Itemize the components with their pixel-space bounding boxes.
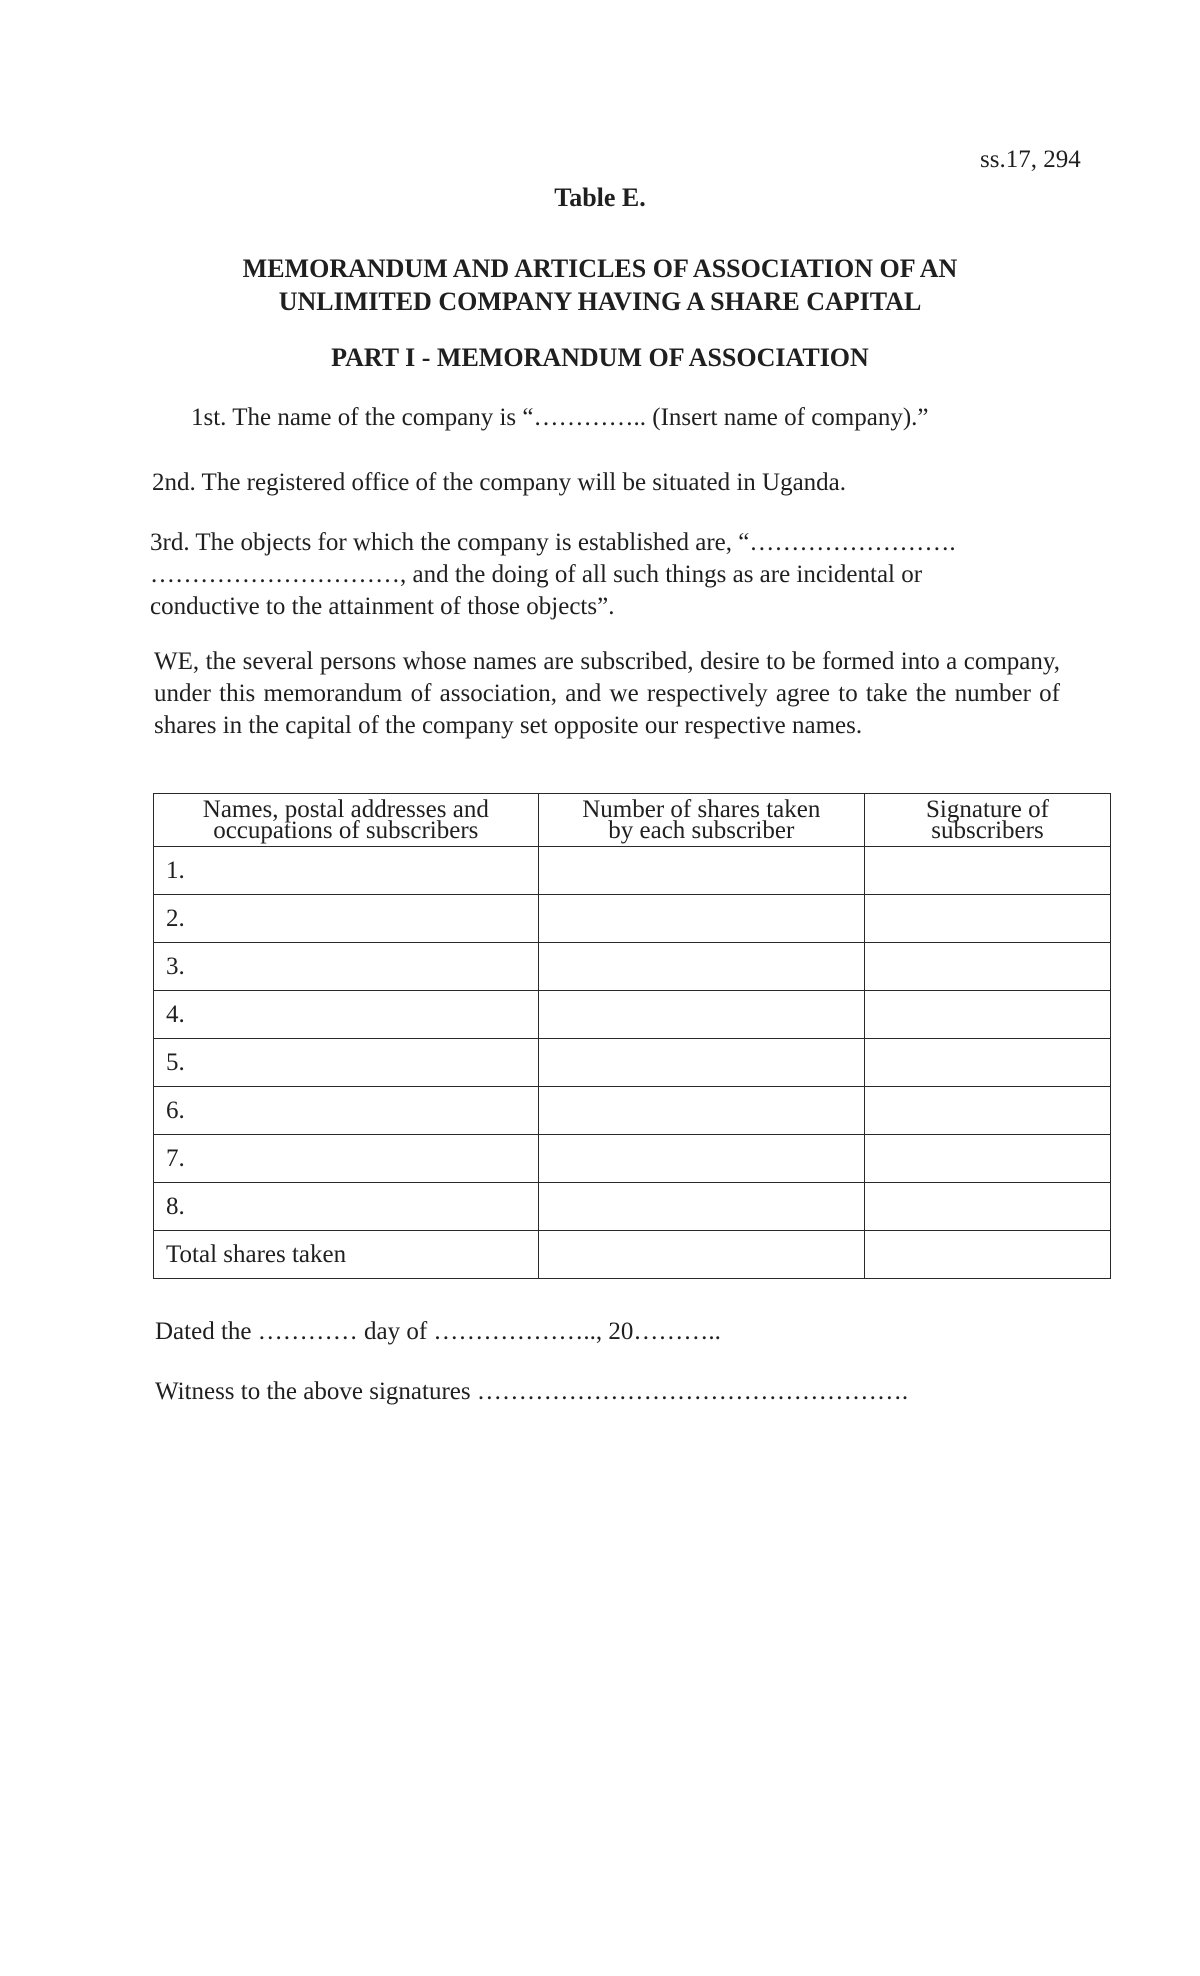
signature-cell bbox=[864, 1183, 1110, 1231]
subscriber-declaration: WE, the several persons whose names are subscribed, desire to be formed into a company, under this memorandum of association, and we respectively agree to take the number of shares in the capital of the company set opposite our respective names. bbox=[154, 648, 1060, 739]
row-number: 5. bbox=[154, 1039, 539, 1087]
table-row bbox=[154, 1039, 1111, 1087]
total-signature-cell bbox=[864, 1231, 1110, 1279]
row-number: 2. bbox=[154, 895, 539, 943]
header-signature-line-2: subscribers bbox=[931, 817, 1044, 844]
total-row bbox=[154, 1231, 1111, 1279]
title-line-1: MEMORANDUM AND ARTICLES OF ASSOCIATION OF AN bbox=[242, 254, 958, 283]
row-number: 7. bbox=[154, 1135, 539, 1183]
dated-line: Dated the ………… day of ……………….., 20……….. bbox=[155, 1318, 721, 1345]
document-title bbox=[0, 252, 1200, 318]
row-number: 3. bbox=[154, 943, 539, 991]
table-row bbox=[154, 847, 1111, 895]
header-names-line-2: occupations of subscribers bbox=[213, 817, 479, 844]
table-row bbox=[154, 991, 1111, 1039]
row-number: 8. bbox=[154, 1183, 539, 1231]
row-number: 1. bbox=[154, 847, 539, 895]
table-row bbox=[154, 1135, 1111, 1183]
section-reference: ss.17, 294 bbox=[980, 146, 1081, 173]
clause-name: 1st. The name of the company is “………….. (Insert name of company).” bbox=[191, 404, 929, 431]
subscribers-table bbox=[153, 793, 1111, 1279]
shares-cell bbox=[538, 1183, 864, 1231]
row-number: 6. bbox=[154, 1087, 539, 1135]
signature-cell bbox=[864, 991, 1110, 1039]
title-line-2: UNLIMITED COMPANY HAVING A SHARE CAPITAL bbox=[278, 287, 922, 316]
signature-cell bbox=[864, 895, 1110, 943]
signature-cell bbox=[864, 847, 1110, 895]
clause-objects-line-1: 3rd. The objects for which the company is established are, “……………………. bbox=[150, 529, 956, 556]
table-header-row bbox=[154, 794, 1111, 847]
signature-cell bbox=[864, 943, 1110, 991]
table-row bbox=[154, 943, 1111, 991]
shares-cell bbox=[538, 1039, 864, 1087]
shares-cell bbox=[538, 1135, 864, 1183]
witness-line: Witness to the above signatures ……………………………………………. bbox=[155, 1378, 909, 1405]
shares-cell bbox=[538, 847, 864, 895]
table-row bbox=[154, 1087, 1111, 1135]
header-shares bbox=[538, 794, 864, 847]
shares-cell bbox=[538, 1087, 864, 1135]
total-shares-cell bbox=[538, 1231, 864, 1279]
clause-registered-office: 2nd. The registered office of the company will be situated in Uganda. bbox=[152, 469, 847, 496]
header-signature bbox=[864, 794, 1110, 847]
row-number: 4. bbox=[154, 991, 539, 1039]
shares-cell bbox=[538, 895, 864, 943]
header-names-line-1: Names, postal addresses and bbox=[202, 796, 489, 823]
clause-objects-line-2: …………………………, and the doing of all such things as are incidental or bbox=[150, 561, 923, 588]
table-label: Table E. bbox=[554, 183, 646, 212]
signature-cell bbox=[864, 1087, 1110, 1135]
total-label: Total shares taken bbox=[154, 1231, 539, 1279]
part-title: PART I - MEMORANDUM OF ASSOCIATION bbox=[331, 343, 869, 372]
shares-cell bbox=[538, 943, 864, 991]
signature-cell bbox=[864, 1039, 1110, 1087]
table-row bbox=[154, 895, 1111, 943]
signature-cell bbox=[864, 1135, 1110, 1183]
header-names bbox=[154, 794, 539, 847]
header-shares-line-2: by each subscriber bbox=[608, 817, 795, 844]
header-shares-line-1: Number of shares taken bbox=[582, 796, 821, 823]
clause-objects bbox=[150, 527, 1050, 623]
header-signature-line-1: Signature of bbox=[926, 796, 1049, 823]
shares-cell bbox=[538, 991, 864, 1039]
clause-objects-line-3: conductive to the attainment of those objects”. bbox=[150, 593, 615, 620]
table-row bbox=[154, 1183, 1111, 1231]
